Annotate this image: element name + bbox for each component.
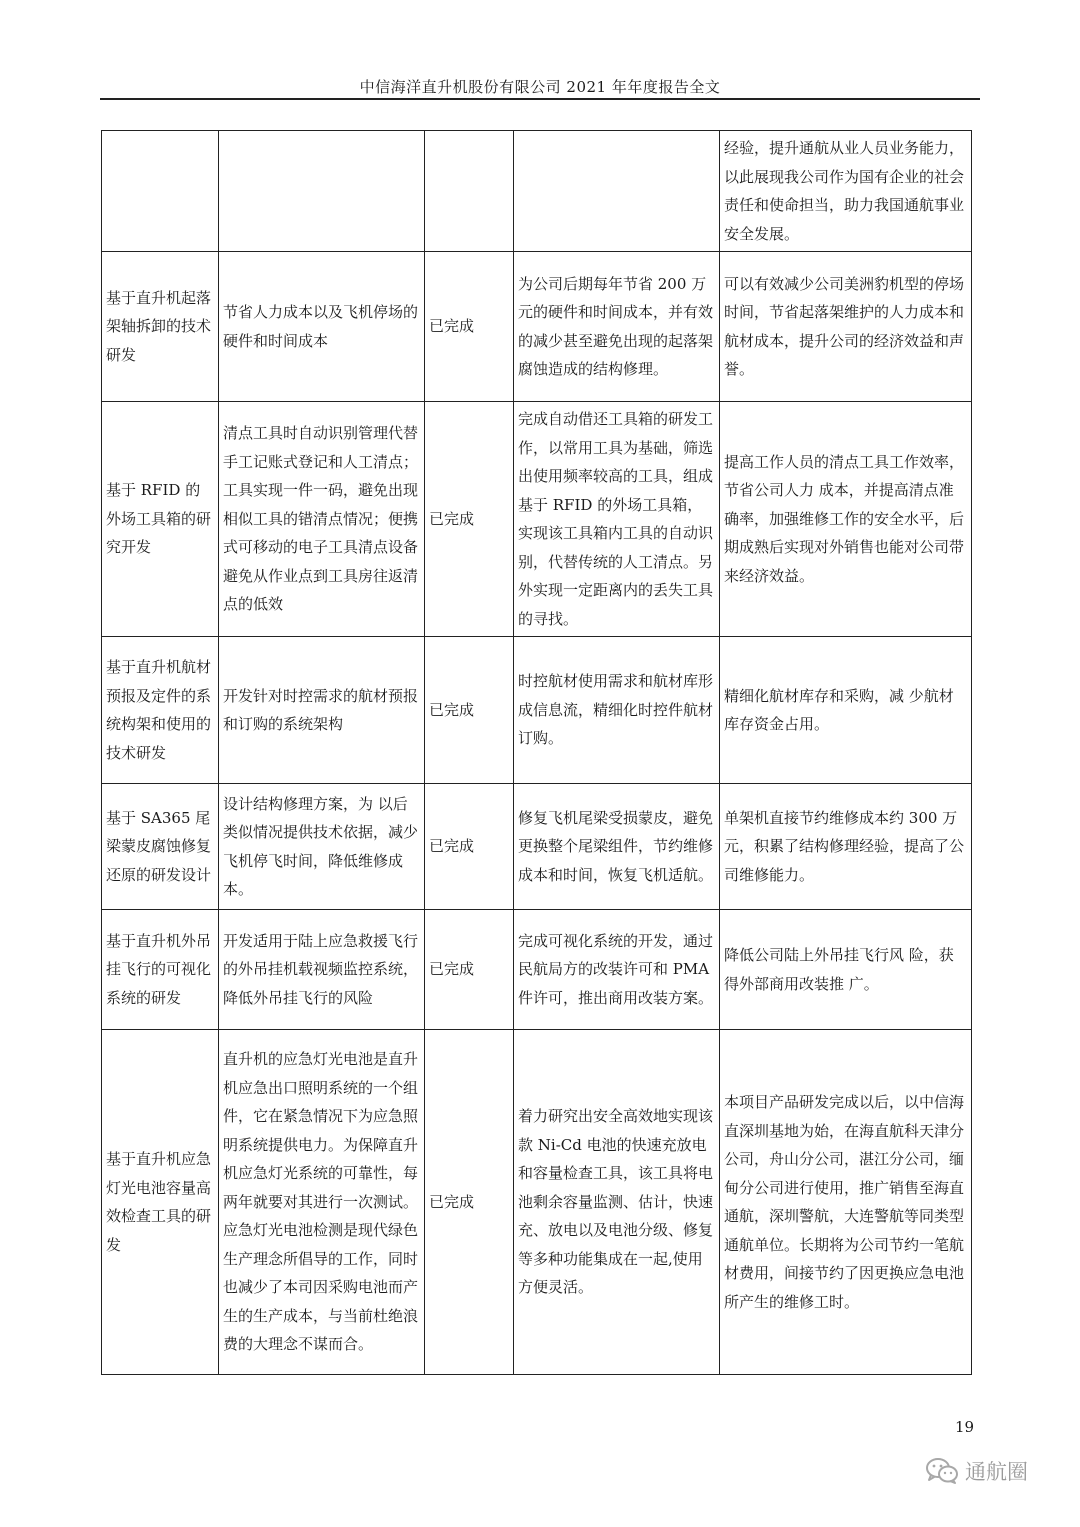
project-progress-cell: 完成可视化系统的开发，通过民航局方的改装许可和 PMA 件许可，推出商用改装方案。 <box>514 910 720 1030</box>
project-status-cell <box>425 131 514 252</box>
project-goal-cell <box>219 131 425 252</box>
project-progress-cell: 修复飞机尾梁受损蒙皮，避免更换整个尾梁组件，节约维修成本和时间，恢复飞机适航。 <box>514 784 720 910</box>
project-impact-cell: 本项目产品研发完成以后，以中信海直深圳基地为始，在海直航科天津分公司，舟山分公司，湛江分公司，缅甸分公司进行使用，推广销售至海直通航，深圳警航，大连警航等同类型通航单位。长期将为公司节约一笔航材费用，间接节约了因更换应急电池所产生的维修工时。 <box>720 1030 972 1375</box>
project-impact-cell: 单架机直接节约维修成本约 300 万元，积累了结构修理经验，提高了公司维修能力。 <box>720 784 972 910</box>
watermark <box>925 1456 1028 1486</box>
project-impact-cell: 提高工作人员的清点工具工作效率，节省公司人力 成本，并提高清点准确率，加强维修工作的安全水平，后期成熟后实现对外销售也能对公司带来经济效益。 <box>720 402 972 637</box>
project-goal-cell: 节省人力成本以及飞机停场的硬件和时间成本 <box>219 252 425 402</box>
page-header-title: 中信海洋直升机股份有限公司 2021 年年度报告全文 <box>359 78 721 96</box>
project-goal-cell: 清点工具时自动识别管理代替手工记账式登记和人工清点；工具实现一件一码，避免出现相似工具的错清点情况；便携式可移动的电子工具清点设备避免从作业点到工具房往返清点的低效 <box>219 402 425 637</box>
table-row <box>102 402 972 637</box>
table-row <box>102 252 972 402</box>
project-impact-cell: 可以有效减少公司美洲豹机型的停场时间，节省起落架维护的人力成本和航材成本，提升公司的经济效益和声誉。 <box>720 252 972 402</box>
project-name-cell: 基于直升机外吊挂飞行的可视化系统的研发 <box>102 910 219 1030</box>
project-progress-cell <box>514 131 720 252</box>
table-row <box>102 1030 972 1375</box>
page-number: 19 <box>955 1418 975 1436</box>
table-row <box>102 784 972 910</box>
project-name-cell: 基于 SA365 尾梁蒙皮腐蚀修复还原的研发设计 <box>102 784 219 910</box>
table-row <box>102 910 972 1030</box>
project-name-cell: 基于 RFID 的外场工具箱的研究开发 <box>102 402 219 637</box>
rd-projects-table <box>101 130 972 1375</box>
project-status-cell: 已完成 <box>425 402 514 637</box>
project-progress-cell: 完成自动借还工具箱的研发工作，以常用工具为基础，筛选出使用频率较高的工具，组成基于 RFID 的外场工具箱，实现该工具箱内工具的自动识别，代替传统的人工清点。另外实现一定距离内的丢失工具的寻找。 <box>514 402 720 637</box>
project-goal-cell: 开发针对时控需求的航材预报和订购的系统架构 <box>219 637 425 784</box>
project-name-cell <box>102 131 219 252</box>
project-impact-cell: 精细化航材库存和采购，减 少航材库存资金占用。 <box>720 637 972 784</box>
project-goal-cell: 直升机的应急灯光电池是直升机应急出口照明系统的一个组件，它在紧急情况下为应急照明系统提供电力。为保障直升机应急灯光系统的可靠性，每两年就要对其进行一次测试。应急灯光电池检测是现代绿色生产理念所倡导的工作，同时也减少了本司因采购电池而产生的生产成本，与当前杜绝浪费的大理念不谋而合。 <box>219 1030 425 1375</box>
project-status-cell: 已完成 <box>425 252 514 402</box>
project-progress-cell: 着力研究出安全高效地实现该款 Ni-Cd 电池的快速充放电和容量检查工具，该工具将电池剩余容量监测、估计，快速充、放电以及电池分级、修复等多种功能集成在一起,使用方便灵活。 <box>514 1030 720 1375</box>
table-row <box>102 131 972 252</box>
watermark-text: 通航圈 <box>965 1460 1028 1484</box>
project-status-cell: 已完成 <box>425 637 514 784</box>
project-progress-cell: 时控航材使用需求和航材库形成信息流，精细化时控件航材订购。 <box>514 637 720 784</box>
header-divider <box>100 98 980 100</box>
wechat-icon <box>925 1457 959 1485</box>
project-status-cell: 已完成 <box>425 910 514 1030</box>
project-progress-cell: 为公司后期每年节省 200 万元的硬件和时间成本，并有效的减少甚至避免出现的起落架腐蚀造成的结构修理。 <box>514 252 720 402</box>
project-goal-cell: 设计结构修理方案，为 以后类似情况提供技术依据，减少飞机停飞时间，降低维修成本。 <box>219 784 425 910</box>
project-name-cell: 基于直升机应急灯光电池容量高效检查工具的研发 <box>102 1030 219 1375</box>
project-status-cell: 已完成 <box>425 1030 514 1375</box>
project-impact-cell: 经验，提升通航从业人员业务能力，以此展现我公司作为国有企业的社会责任和使命担当，助力我国通航事业安全发展。 <box>720 131 972 252</box>
project-status-cell: 已完成 <box>425 784 514 910</box>
project-impact-cell: 降低公司陆上外吊挂飞行风 险，获得外部商用改装推 广。 <box>720 910 972 1030</box>
project-name-cell: 基于直升机起落架轴拆卸的技术研发 <box>102 252 219 402</box>
project-goal-cell: 开发适用于陆上应急救援飞行的外吊挂机载视频监控系统，降低外吊挂飞行的风险 <box>219 910 425 1030</box>
project-name-cell: 基于直升机航材预报及定件的系统构架和使用的技术研发 <box>102 637 219 784</box>
table-row <box>102 637 972 784</box>
